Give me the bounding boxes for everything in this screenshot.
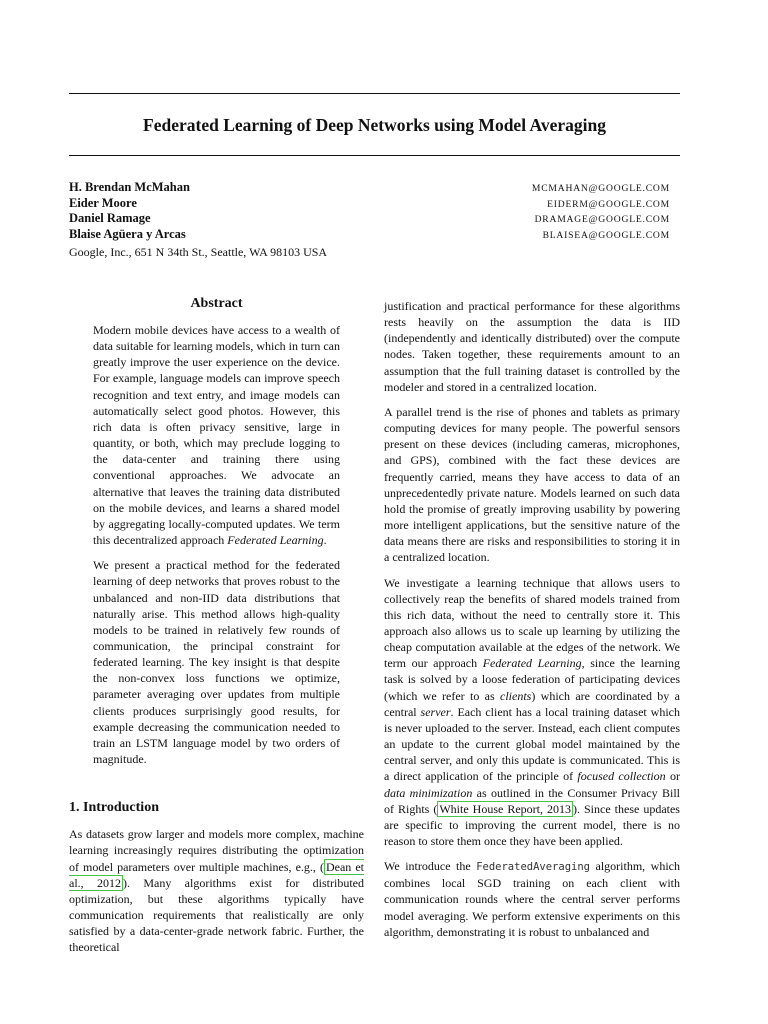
citation-link[interactable]: White House Report, 2013	[439, 801, 571, 816]
body-paragraph	[384, 858, 680, 940]
author-email[interactable]: BLAISEA@GOOGLE.COM	[542, 230, 670, 242]
citation-link[interactable]: Dean et al., 2012	[69, 859, 364, 890]
text-run: Modern mobile devices have access to a wealth of data suitable for learning models, which in turn can greatly improve the user experience on the device. For example, language models can improve speech recognition and text entry, and image models can automatically select good photos. However, this rich data is often privacy sensitive, large in quantity, or both, which may preclude logging to the data-center and training there using conventional approaches. We advocate an alternative that leaves the training data distributed on the mobile devices, and learns a shared model by aggregating locally-computed updates. We term this decentralized approach	[93, 323, 340, 548]
left-column	[69, 294, 364, 964]
author-email[interactable]: EIDERM@GOOGLE.COM	[547, 198, 670, 210]
emphasis: focused collection	[577, 769, 666, 784]
author-email[interactable]: MCMAHAN@GOOGLE.COM	[531, 183, 670, 194]
body-paragraph: justification and practical performance for these algorithms rests heavily on the assumption the data is IID (independently and identically distributed) over the compute nodes. Taken together, these requirements amount to an assumption that the full training dataset is controlled by the modeler and stored in a centralized location.	[384, 299, 680, 394]
author-name: Eider Moore	[69, 195, 137, 210]
text-run: .	[323, 533, 327, 548]
emphasis: clients	[500, 688, 532, 703]
author-name: Blaise Agüera y Arcas	[69, 227, 186, 242]
title-bottom-rule	[69, 155, 680, 156]
text-run: We investigate a learning technique that allows users to collectively reap the benefits of shared models trained from this rich data, without the need to centrally store it. This approach also allows us to scale up learning by utilizing the cheap computation available at the edges of the network. We term our approach	[384, 575, 680, 671]
text-run: , since the learning task is solved by a loose federation of participating devices (which we refer to as	[384, 656, 680, 703]
right-column	[384, 298, 680, 949]
text-run: We introduce the	[384, 859, 477, 874]
paper-title: Federated Learning of Deep Networks using Model Averaging	[143, 115, 606, 135]
abstract-paragraph	[93, 322, 340, 548]
text-run: ) which are coordinated by a central	[384, 688, 680, 719]
author-row	[69, 211, 680, 227]
text-run: ). Since these updates are specific to improving the current model, there is no reason to store them once they have been applied.	[384, 801, 680, 848]
body-paragraph: A parallel trend is the rise of phones and tablets as primary computing devices for many people. The powerful sensors present on these devices (including cameras, microphones, and GPS), combined with the fact these devices are frequently carried, means they have access to data of an unprecedentedly private nature. Models learned on such data hold the promise of greatly improving usability by powering more intelligent applications, but the sensitive nature of the data means there are risks and responsibilities to storing it in a centralized location.	[384, 404, 680, 565]
author-row	[69, 196, 680, 212]
abstract-paragraph: We present a practical method for the federated learning of deep networks that proves robust to the unbalanced and non-IID data distributions that naturally arise. This method allows high-quality models to be trained in relatively few rounds of communication, the principal constraint for federated learning. The key insight is that despite the non-convex loss functions we optimize, parameter averaging over updates from multiple clients produces surprisingly good results, for example decreasing the communication needed to train an LSTM language model by two orders of magnitude.	[93, 558, 340, 767]
affiliation: Google, Inc., 651 N 34th St., Seattle, WA 98103 USA	[69, 245, 328, 259]
emphasis: Federated Learning	[482, 656, 582, 671]
author-row	[69, 180, 680, 196]
text-run: or	[665, 769, 680, 784]
emphasis: data minimization	[384, 785, 473, 800]
author-name: Daniel Ramage	[69, 211, 151, 226]
text-run: as outlined in the Consumer Privacy Bill of Rights (	[384, 785, 680, 816]
author-name: H. Brendan McMahan	[69, 180, 190, 194]
author-row	[69, 227, 680, 243]
author-block	[69, 180, 680, 243]
section-heading-introduction: 1. Introduction	[69, 800, 159, 816]
text-run: ). Many algorithms exist for distributed optimization, but these algorithms typically have communication requirements that realistically are only satisfied by a data-center-grade network fabric. Further, the theoretical	[69, 875, 364, 955]
code-text: FederatedAveraging	[476, 861, 590, 874]
title-top-rule	[69, 93, 680, 94]
body-paragraph	[384, 575, 680, 850]
text-run: . Each client has a local training dataset which is never uploaded to the server. Instead, each client computes an update to the current global model maintained by the central server, and only this update is communicated. This is a direct application of the principle of	[384, 704, 680, 784]
abstract-heading: Abstract	[190, 296, 243, 311]
abstract-body	[69, 322, 364, 767]
text-run: As datasets grow larger and models more complex, machine learning increasingly requires distributing the optimization of model parameters over multiple machines, e.g., (	[69, 827, 364, 874]
author-email[interactable]: DRAMAGE@GOOGLE.COM	[534, 214, 670, 226]
text-run: algorithm, which combines local SGD training on each client with communication rounds where the central server performs model averaging. We perform extensive experiments on this algorithm, demonstrating it is robust to unbalanced and	[384, 859, 681, 939]
emphasis: Federated Learning	[227, 533, 324, 548]
emphasis: server	[420, 704, 451, 719]
body-paragraph	[69, 826, 364, 955]
